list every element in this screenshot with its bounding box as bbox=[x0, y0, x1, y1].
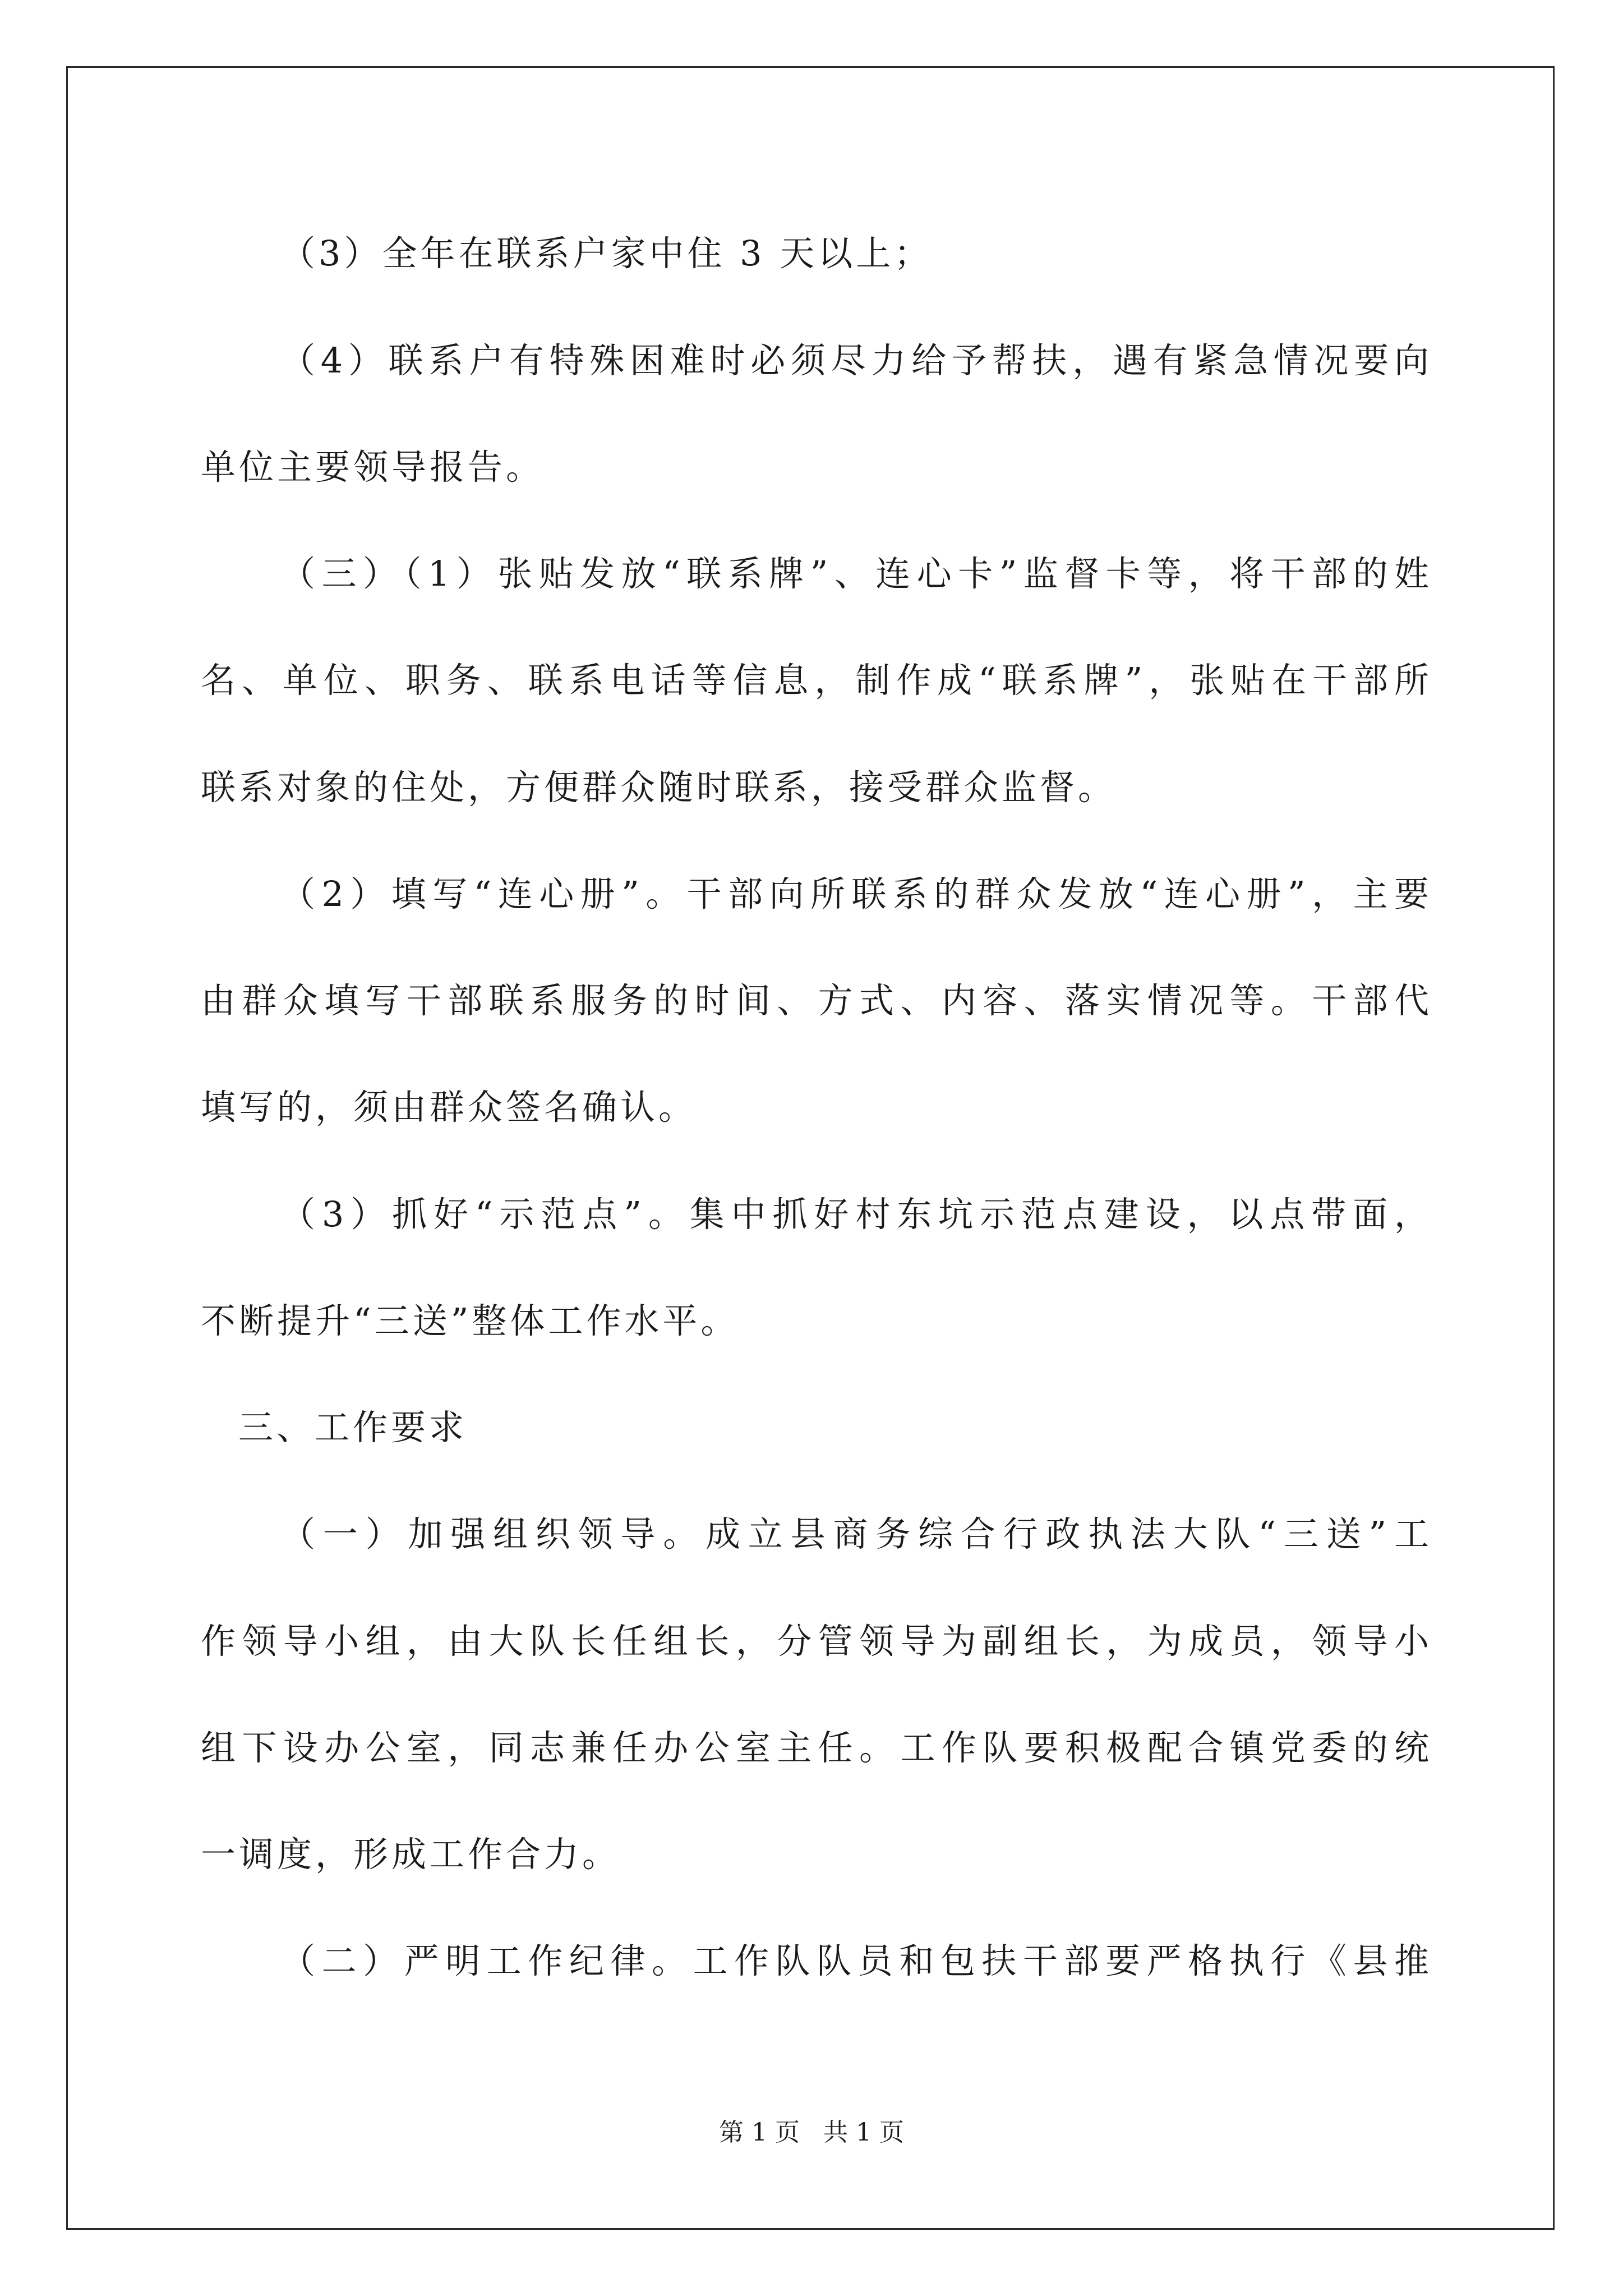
paragraph-line: （3）全年在联系户家中住 3 天以上； bbox=[280, 233, 933, 274]
paragraph-line: 填写的，须由群众签名确认。 bbox=[201, 1087, 697, 1128]
paragraph-line: （三）（1）张贴发放“联系牌”、连心卡”监督卡等，将干部的姓 bbox=[280, 553, 1429, 594]
paragraph-line: 一调度，形成工作合力。 bbox=[201, 1834, 621, 1875]
paragraph-line: 不断提升“三送”整体工作水平。 bbox=[201, 1300, 739, 1341]
paragraph-line: 单位主要领导报告。 bbox=[201, 447, 545, 487]
section-heading: 三、工作要求 bbox=[238, 1407, 468, 1448]
paragraph-line: 由群众填写干部联系服务的时间、方式、内容、落实情况等。干部代 bbox=[201, 980, 1429, 1021]
paragraph-line: 作领导小组，由大队长任组长，分管领导为副组长，为成员，领导小 bbox=[201, 1621, 1429, 1662]
paragraph-line: （2）填写“连心册”。干部向所联系的群众发放“连心册”，主要 bbox=[280, 873, 1429, 914]
paragraph-line: （一）加强组织领导。成立县商务综合行政执法大队“三送”工 bbox=[280, 1513, 1429, 1554]
paragraph-line: 名、单位、职务、联系电话等信息，制作成“联系牌”，张贴在干部所 bbox=[201, 660, 1429, 701]
paragraph-line: （3）抓好“示范点”。集中抓好村东坑示范点建设，以点带面， bbox=[280, 1194, 1429, 1235]
paragraph-line: （二）严明工作纪律。工作队队员和包扶干部要严格执行《县推 bbox=[280, 1940, 1429, 1981]
page-footer bbox=[0, 2116, 1623, 2150]
page-number: 第 1 页 bbox=[719, 2118, 800, 2147]
paragraph-line: 联系对象的住处，方便群众随时联系，接受群众监督。 bbox=[201, 767, 1117, 808]
page-total: 共 1 页 bbox=[823, 2118, 904, 2147]
paragraph-line: 组下设办公室，同志兼任办公室主任。工作队要积极配合镇党委的统 bbox=[201, 1727, 1429, 1768]
page-border bbox=[66, 66, 1555, 2230]
paragraph-line: （4）联系户有特殊困难时必须尽力给予帮扶，遇有紧急情况要向 bbox=[280, 340, 1429, 381]
